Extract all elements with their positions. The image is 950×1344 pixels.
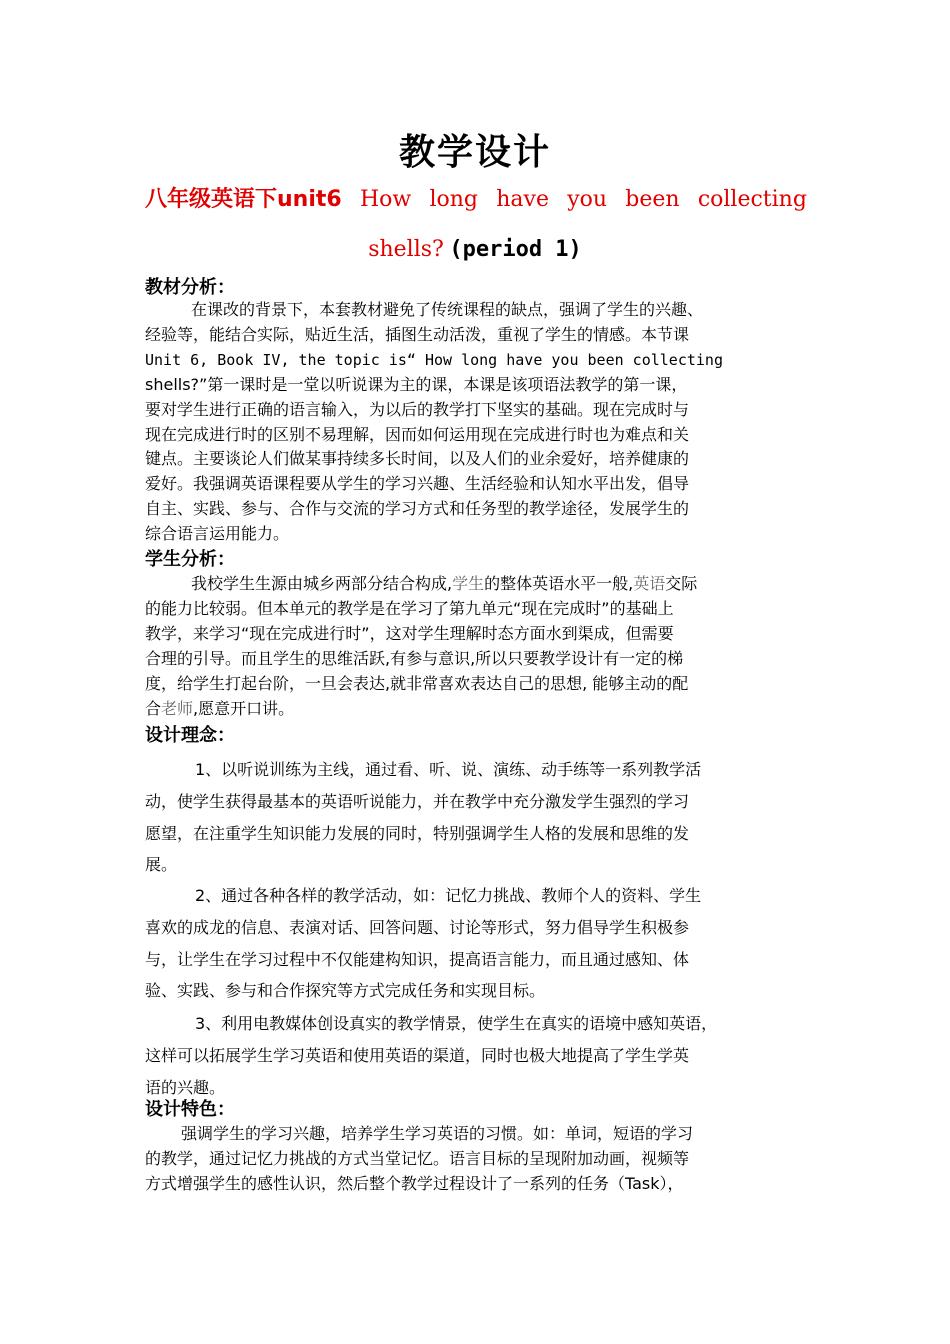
design-feature-text [145,1122,810,1197]
text-line: 在课改的背景下，本套教材避免了传统课程的缺点，强调了学生的兴趣、 [191,300,704,319]
student-analysis-text [145,572,810,721]
text-line: 要对学生进行正确的语言输入，为以后的教学打下坚实的基础。现在完成时与 [145,399,690,419]
text-line: 综合语言运用能力。 [145,524,290,544]
design-concept-p1 [145,754,810,881]
text-line: 方式增强学生的感性认识，然后整个教学过程设计了一系列的任务（Task）， [145,1173,684,1193]
text-line: shells?”第一课时是一堂以听说课为主的课，本课是该项语法教学的第一课， [145,374,688,394]
heading-material-analysis: 教材分析： [145,277,235,298]
heading-design-concept: 设计理念： [145,725,235,746]
text-line: 强调学生的学习兴趣，培养学生学习英语的习惯。如：单词，短语的学习 [181,1124,694,1143]
text-line: 现在完成进行时的区别不易理解，因而如何运用现在完成进行时也为难点和关 [145,424,690,444]
text-line: 语的兴趣。 [145,1077,226,1097]
subtitle-word: long [429,187,478,212]
text-line: 展。 [145,855,178,875]
text-line: 自主、实践、参与、合作与交流的学习方式和任务型的教学途径，发展学生的 [145,499,690,519]
text-line: 与，让学生在学习过程中不仅能建构知识，提高语言能力，而且通过感知、体 [145,949,690,969]
text-line: 3、利用电教媒体创设真实的教学情景，使学生在真实的语境中感知英语， [195,1014,718,1033]
text-line: 这样可以拓展学生学习英语和使用英语的渠道，同时也极大地提高了学生学英 [145,1045,690,1065]
text-line: 愿望，在注重学生知识能力发展的同时，特别强调学生人格的发展和思维的发 [145,823,690,843]
design-concept-p3 [145,1008,810,1103]
subtitle-period: (period 1) [449,237,582,262]
design-concept-p2 [145,880,810,1007]
subtitle-shells: shells? [368,237,444,262]
subtitle-word: collecting [697,187,807,212]
text-line: 经验等，能结合实际，贴近生活，插图生动活泼，重视了学生的情感。本节课 [145,324,690,344]
subtitle-word: you [567,187,608,212]
text-line: 爱好。我强调英语课程要从学生的学习兴趣、生活经验和认知水平出发，倡导 [145,474,690,494]
text-line: 2、通过各种各样的教学活动，如：记忆力挑战、教师个人的资料、学生 [195,886,702,905]
subtitle-line-1 [145,184,807,215]
text-line: 喜欢的成龙的信息、表演对话、回答问题、讨论等形式，努力倡导学生积极参 [145,917,690,937]
heading-design-feature: 设计特色： [145,1099,235,1120]
document-title: 教学设计 [398,131,551,173]
text-line: 动，使学生获得最基本的英语听说能力，并在教学中充分激发学生强烈的学习 [145,791,690,811]
text-line: 度，给学生打起台阶，一旦会表达,就非常喜欢表达自己的思想, 能够主动的配 [145,673,689,693]
subtitle-grade: 八年级英语下unit6 [145,187,342,212]
text-line: 验、实践、参与和合作探究等方式完成任务和实现目标。 [145,981,546,1001]
text-line: 合老师,愿意开口讲。 [145,698,295,718]
material-analysis-text [145,298,810,547]
text-line: 教学，来学习“现在完成进行时”，这对学生理解时态方面水到渠成，但需要 [145,623,674,643]
text-line: 的教学，通过记忆力挑战的方式当堂记忆。语言目标的呈现附加动画，视频等 [145,1148,690,1168]
text-line: 合理的引导。而且学生的思维活跃,有参与意识,所以只要教学设计有一定的梯 [145,648,684,668]
subtitle-word: been [625,187,680,212]
text-line: 1、以听说训练为主线，通过看、听、说、演练、动手练等一系列教学活 [195,760,702,779]
text-line: 键点。主要谈论人们做某事持续多长时间，以及人们的业余爱好，培养健康的 [145,449,690,469]
subtitle-word: have [496,187,549,212]
subtitle-line-2 [0,234,950,265]
text-line: 我校学生生源由城乡两部分结合构成,学生的整体英语水平一般,英语交际 [191,574,698,593]
heading-student-analysis: 学生分析： [145,549,235,570]
text-line: Unit 6, Book IV, the topic is“ How long have you been collecting [145,350,723,369]
subtitle-word: How [359,187,412,212]
text-line: 的能力比较弱。但本单元的教学是在学习了第九单元“现在完成时”的基础上 [145,598,674,618]
